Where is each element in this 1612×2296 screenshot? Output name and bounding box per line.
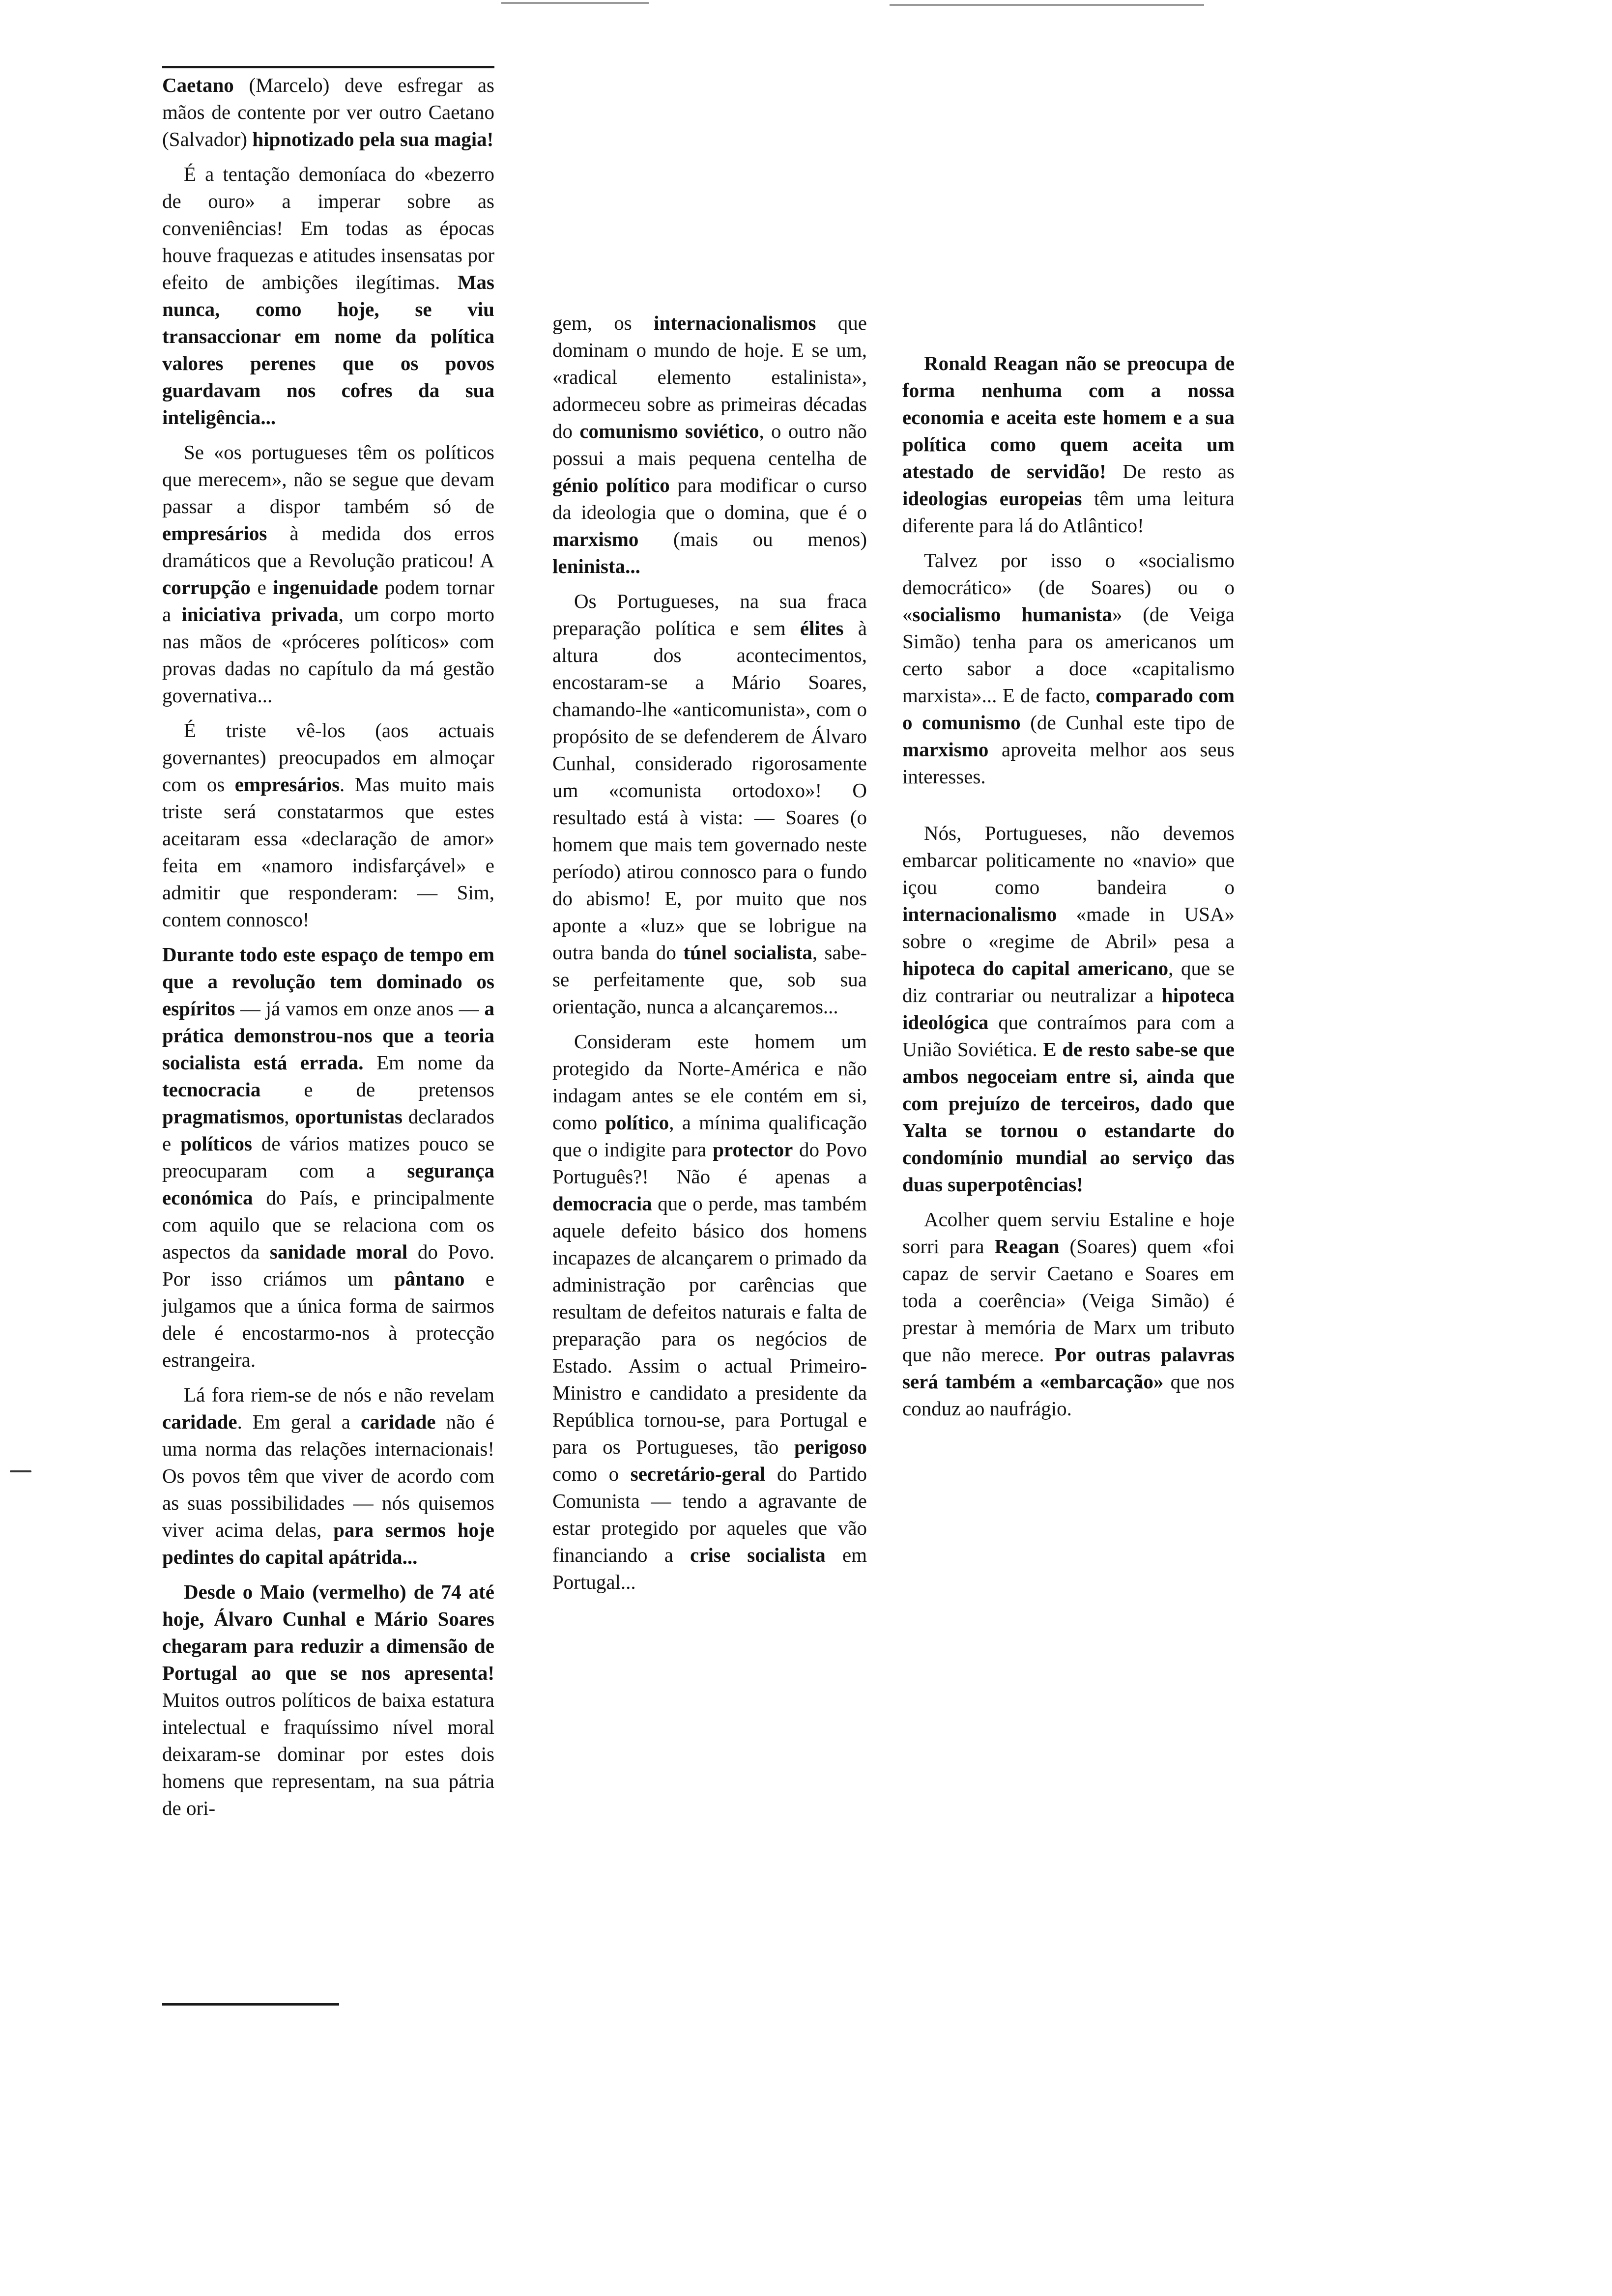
text-run: que contraímos para com a União Soviética. <box>902 1011 1235 1061</box>
text-run: do Povo. Por isso criámos um <box>162 1240 494 1290</box>
bold-run: políticos <box>180 1132 252 1155</box>
text-run: (de Cunhal este tipo de <box>1020 711 1235 734</box>
text-run: , que se diz contrariar ou neutralizar a <box>902 957 1235 1006</box>
text-run: que dominam o mundo de hoje. E se um, «radical elemento estalinista», adormeceu sobre as primeiras décadas do <box>552 312 867 442</box>
bold-run: tecnocracia <box>162 1078 261 1101</box>
col1-para-1 <box>162 72 494 153</box>
column-top-rule <box>162 66 494 68</box>
text-run: e de pretensos <box>260 1078 494 1101</box>
text-run: em Portugal... <box>552 1544 867 1593</box>
text-run: e julgamos que a única forma de sairmos dele é encostarmo-nos à protecção estrangeira. <box>162 1267 495 1371</box>
bold-run: Caetano <box>162 74 234 96</box>
bold-run: para sermos hoje pedintes do capital apátrida... <box>162 1519 494 1568</box>
col2-para-1 <box>552 310 867 580</box>
text-run: à altura dos acontecimentos, encostaram-se a Mário Soares, chamando-lhe «anticomunista», com o propósito de se defenderem de Álvaro Cunhal, considerado rigorosamente um «comunista ortodoxo»! O resultado está à vista: — Soares (o homem que mais tem governado neste período) atirou connosco para o fundo do abismo! E, por muito que nos aponte a «luz» que se lobrigue na outra banda do <box>552 617 867 964</box>
text-run: Em nome da <box>363 1051 494 1074</box>
text-run: Lá fora riem-se de nós e não revelam <box>184 1383 494 1406</box>
margin-mark <box>10 1470 31 1472</box>
bold-run: empresários <box>234 773 340 796</box>
text-run: , um corpo morto nas mãos de «próceres políticos» com provas dadas no capítulo da má gestão governativa... <box>162 603 494 707</box>
bold-run: comparado com o comunismo <box>902 684 1235 734</box>
col1-para-3 <box>162 439 494 709</box>
bold-run: Mas nunca, como hoje, se viu transaccionar em nome da política valores perenes que os povos guardavam nos cofres da sua inteligência... <box>162 271 494 429</box>
bold-run: perigoso <box>794 1435 867 1458</box>
text-run: que nos conduz ao naufrágio. <box>902 1370 1235 1420</box>
article-column-3 <box>902 350 1235 1430</box>
text-run: como o <box>552 1463 631 1485</box>
bold-run: secretário-geral <box>630 1463 766 1485</box>
col3-para-1 <box>902 350 1235 539</box>
text-run: , sabe-se perfeitamente que, sob sua orientação, nunca a alcançaremos... <box>552 941 867 1018</box>
bold-run: comunismo soviético <box>579 420 759 442</box>
column-bottom-rule <box>162 2003 339 2006</box>
bold-run: político <box>605 1111 669 1134</box>
bold-run: marxismo <box>902 738 989 761</box>
bold-run: internacionalismos <box>654 312 816 334</box>
text-run: podem tornar a <box>162 576 495 626</box>
text-run: do Povo Português?! Não é apenas a <box>552 1138 867 1188</box>
text-run: não é uma norma das relações internacionais! Os povos têm que viver de acordo com as suas possibilidades — nós quisemos viver acima delas, <box>162 1410 494 1541</box>
col1-para-6 <box>162 1381 494 1571</box>
text-run: , <box>284 1105 295 1128</box>
col3-para-3 <box>902 820 1235 1198</box>
text-run: » (de Veiga Simão) tenha para os americanos um certo sabor a doce «capitalismo marxista»... E de facto, <box>902 603 1235 707</box>
text-run: declarados e <box>162 1105 494 1155</box>
bold-run: segurança económica <box>162 1159 494 1209</box>
text-run: gem, os <box>552 312 654 334</box>
col3-para-2 <box>902 547 1235 790</box>
col1-para-5 <box>162 941 494 1374</box>
text-run: É triste vê-los (aos actuais governantes) preocupados em almoçar com os <box>162 719 494 796</box>
text-run: aproveita melhor aos seus interesses. <box>902 738 1235 788</box>
text-run: têm uma leitura diferente para lá do Atlântico! <box>902 487 1235 537</box>
bold-run: corrupção <box>162 576 251 599</box>
bold-run: crise socialista <box>690 1544 826 1566</box>
text-run: Se «os portugueses têm os políticos que merecem», não se segue que devam passar a dispor também só de <box>162 441 494 517</box>
col2-para-2 <box>552 588 867 1020</box>
col1-para-4 <box>162 717 494 933</box>
text-run: Acolher quem serviu Estaline e hoje sorri para <box>902 1208 1235 1258</box>
text-run: para modificar o curso da ideologia que o domina, que é o <box>552 474 867 523</box>
text-run: (mais ou menos) <box>638 528 867 550</box>
text-run: Nós, Portugueses, não devemos embarcar politicamente no «navio» que içou como bandeira o <box>902 822 1235 898</box>
bold-run: Desde o Maio (vermelho) de 74 até hoje, Álvaro Cunhal e Mário Soares chegaram para reduzir a dimensão de Portugal ao que se nos apresenta! <box>162 1580 494 1684</box>
text-run: — já vamos em onze anos — <box>235 997 485 1020</box>
text-run: de vários matizes pouco se preocuparam com a <box>162 1132 494 1182</box>
text-run: . Mas muito mais triste será constatarmos que estes aceitaram essa «declaração de amor» feita em «namoro indisfarçável» e admitir que responderam: — Sim, contem connosco! <box>162 773 495 931</box>
text-run: do Partido Comunista — tendo a agravante de estar protegido por aqueles que vão financiando a <box>552 1463 867 1566</box>
bold-run: ingenuidade <box>273 576 378 599</box>
bold-run: sanidade moral <box>269 1240 408 1263</box>
bold-run: Ronald Reagan não se preocupa de forma nenhuma com a nossa economia e aceita este homem e a sua política como quem aceita um atestado de servidão! <box>902 352 1235 483</box>
bold-run: génio político <box>552 474 670 496</box>
text-run: De resto as <box>1106 460 1235 483</box>
top-rule-right <box>890 4 1204 6</box>
bold-run: democracia <box>552 1192 652 1215</box>
text-run: , o outro não possui a mais pequena centelha de <box>552 420 867 469</box>
bold-run: pragmatismos <box>162 1105 285 1128</box>
text-run: Os Portugueses, na sua fraca preparação política e sem <box>552 590 867 639</box>
text-run: (Soares) quem «foi capaz de servir Caetano e Soares em toda a coerência» (Veiga Simão) é prestar à memória de Marx um tributo que não merece. <box>902 1235 1235 1366</box>
text-run: do País, e principalmente com aquilo que se relaciona com os aspectos da <box>162 1186 494 1263</box>
text-run: (Marcelo) deve esfregar as mãos de contente por ver outro Caetano (Salvador) <box>162 74 494 150</box>
bold-run: pântano <box>394 1267 465 1290</box>
bold-run: túnel socialista <box>683 941 812 964</box>
col3-para-4 <box>902 1206 1235 1422</box>
text-run: à medida dos erros dramáticos que a Revolução praticou! A <box>162 522 494 572</box>
text-run: É a tentação demoníaca do «bezerro de ouro» a imperar sobre as conveniências! Em todas as épocas houve fraquezas e atitudes insensatas por efeito de ambições ilegítimas. <box>162 163 494 293</box>
bold-run: leninista... <box>552 555 640 577</box>
bold-run: iniciativa privada <box>181 603 339 626</box>
text-run: . Em geral a <box>237 1410 361 1433</box>
top-rule-left <box>501 2 649 4</box>
article-column-2 <box>552 310 867 1604</box>
article-column-1 <box>162 72 494 1830</box>
bold-run: socialismo humanista <box>912 603 1112 626</box>
bold-run: Por outras palavras será também a «embarcação» <box>902 1343 1235 1393</box>
bold-run: hipoteca do capital americano <box>902 957 1169 979</box>
bold-run: ideologias europeias <box>902 487 1082 510</box>
bold-run: Reagan <box>994 1235 1060 1258</box>
text-run: Consideram este homem um protegido da Norte-América e não indagam antes se ele contém em si, como <box>552 1030 867 1134</box>
bold-run: marxismo <box>552 528 639 550</box>
text-run: Talvez por isso o «socialismo democrático» (de Soares) ou o « <box>902 549 1235 626</box>
bold-run: hipoteca ideológica <box>902 984 1235 1033</box>
bold-run: Durante todo este espaço de tempo em que a revolução tem dominado os espíritos <box>162 943 494 1020</box>
bold-run: élites <box>800 617 844 639</box>
text-run: e <box>250 576 273 599</box>
col1-para-7 <box>162 1578 494 1822</box>
text-run: , a mínima qualificação que o indigite para <box>552 1111 867 1161</box>
bold-run: caridade <box>360 1410 436 1433</box>
bold-run: oportunistas <box>295 1105 403 1128</box>
text-run: «made in USA» sobre o «regime de Abril» pesa a <box>902 903 1235 952</box>
bold-run: internacionalismo <box>902 903 1057 925</box>
bold-run: caridade <box>162 1410 237 1433</box>
col2-para-3 <box>552 1028 867 1596</box>
bold-run: empresários <box>162 522 267 545</box>
text-run: Muitos outros políticos de baixa estatura intelectual e fraquíssimo nível moral deixaram-se dominar por estes dois homens que representam, na sua pátria de ori- <box>162 1689 494 1819</box>
text-run: que o perde, mas também aquele defeito básico dos homens incapazes de alcançarem o primado da administração por carências que resultam de defeitos naturais e falta de preparação para os negócios de Estado. Assim o actual Primeiro-Ministro e candidato a presidente da República tornou-se, para Portugal e para os Portugueses, tão <box>552 1192 867 1458</box>
bold-run: E de resto sabe-se que ambos negoceiam entre si, ainda que com prejuízo de terceiros, dado que Yalta se tornou o estandarte do condomínio mundial ao serviço das duas superpotências! <box>902 1038 1235 1196</box>
bold-run: hipnotizado pela sua magia! <box>252 128 494 150</box>
bold-run: a prática demonstrou-nos que a teoria socialista está errada. <box>162 997 494 1074</box>
bold-run: protector <box>713 1138 793 1161</box>
col1-para-2 <box>162 161 494 431</box>
